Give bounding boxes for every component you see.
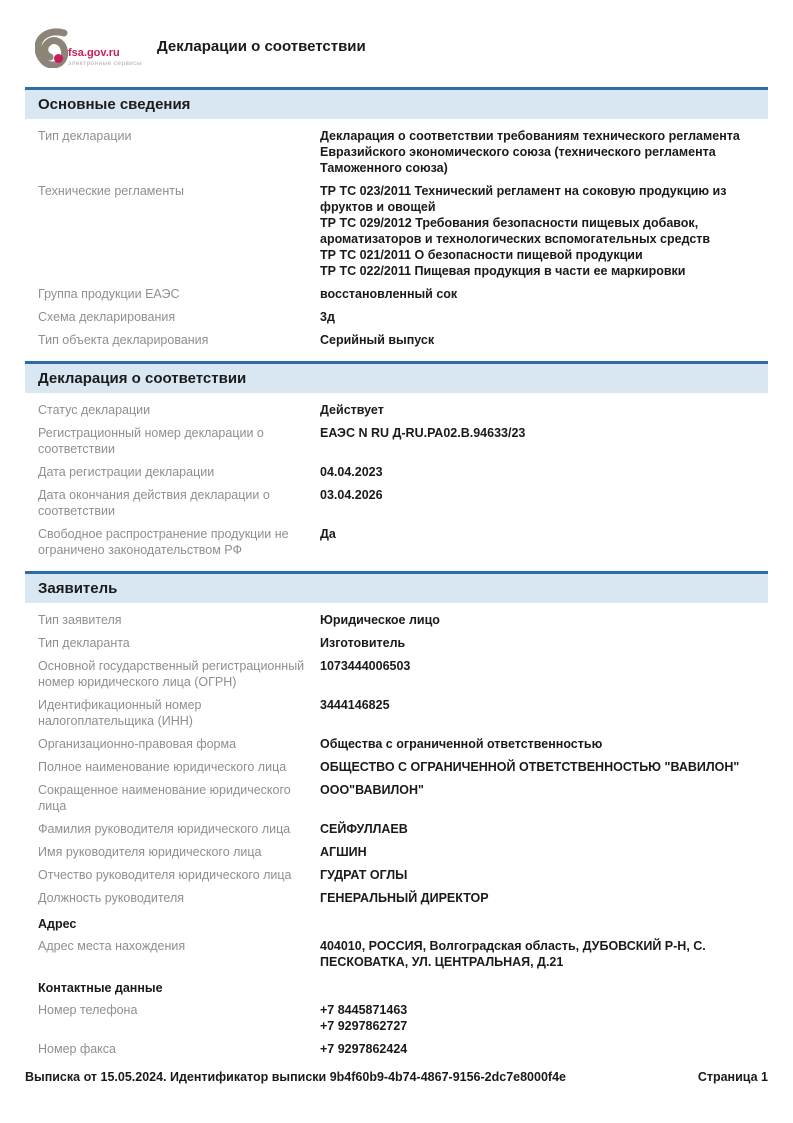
field-label: Идентификационный номер налогоплательщика (ИНН) xyxy=(38,697,202,728)
field-row-head-patronymic xyxy=(25,863,768,886)
field-row-product-group xyxy=(25,282,768,305)
field-value: восстановленный сок xyxy=(320,286,458,301)
field-value xyxy=(320,1002,768,1034)
field-value: ЕАЭС N RU Д-RU.РА02.В.94633/23 xyxy=(320,425,526,440)
field-value: ООО"ВАВИЛОН" xyxy=(320,782,424,797)
document-header xyxy=(0,0,793,87)
section-header-declaration: Декларация о соответствии xyxy=(25,361,768,393)
field-label: Свободное распространение продукции не ограничено законодательством РФ xyxy=(38,526,289,557)
field-value: АГШИН xyxy=(320,844,367,859)
field-value: Юридическое лицо xyxy=(320,612,440,627)
field-value: 3д xyxy=(320,309,335,324)
field-value: Серийный выпуск xyxy=(320,332,435,347)
phone-line: +7 9297862727 xyxy=(320,1018,408,1033)
field-value: 03.04.2026 xyxy=(320,487,383,502)
regulation-line: ТР ТС 021/2011 О безопасности пищевой продукции xyxy=(320,247,643,262)
phone-line: +7 8445871463 xyxy=(320,1002,408,1017)
field-label: Группа продукции ЕАЭС xyxy=(38,286,180,301)
field-value: Изготовитель xyxy=(320,635,406,650)
field-label: Тип объекта декларирования xyxy=(38,332,209,347)
fsa-logo xyxy=(35,28,160,76)
field-row-registration-date xyxy=(25,460,768,483)
field-value xyxy=(320,183,768,279)
field-label: Технические регламенты xyxy=(38,183,184,198)
field-label: Схема декларирования xyxy=(38,309,176,324)
page-title: Декларации о соответствии xyxy=(157,38,366,55)
field-label: Дата окончания действия декларации о соответствии xyxy=(38,487,270,518)
field-value: Да xyxy=(320,526,336,541)
section-applicant xyxy=(25,571,768,1060)
field-value: 3444146825 xyxy=(320,697,390,712)
field-label: Организационно-правовая форма xyxy=(38,736,237,751)
field-row-free-distribution xyxy=(25,522,768,561)
field-value: Общества с ограниченной ответственностью xyxy=(320,736,603,751)
subheading-address: Адрес xyxy=(38,917,77,931)
field-label: Имя руководителя юридического лица xyxy=(38,844,262,859)
field-row-head-firstname xyxy=(25,840,768,863)
field-row-declaration-scheme xyxy=(25,305,768,328)
regulation-line: ТР ТС 022/2011 Пищевая продукция в части ее маркировки xyxy=(320,263,686,278)
field-value: 404010, РОССИЯ, Волгоградская область, ДУБОВСКИЙ Р-Н, С. ПЕСКОВАТКА, УЛ. ЦЕНТРАЛЬНАЯ, Д.21 xyxy=(320,938,706,969)
field-value: СЕЙФУЛЛАЕВ xyxy=(320,821,408,836)
fsa-logo-dot-icon xyxy=(54,54,63,63)
field-row-full-name xyxy=(25,755,768,778)
field-value: ГЕНЕРАЛЬНЫЙ ДИРЕКТОР xyxy=(320,890,489,905)
field-value: Декларация о соответствии требованиям технического регламента Евразийского экономического союза (технического регламента Таможенного союза) xyxy=(320,128,740,175)
section-general-info xyxy=(25,87,768,351)
field-label: Номер телефона xyxy=(38,1002,138,1017)
field-row-status xyxy=(25,398,768,421)
field-label: Отчество руководителя юридического лица xyxy=(38,867,292,882)
section-header-applicant: Заявитель xyxy=(25,571,768,603)
field-label: Регистрационный номер декларации о соответствии xyxy=(38,425,264,456)
field-label: Полное наименование юридического лица xyxy=(38,759,287,774)
field-row-location-address xyxy=(25,934,768,973)
field-row-applicant-type xyxy=(25,608,768,631)
field-row-declaration-type xyxy=(25,124,768,179)
field-label: Основной государственный регистрационный номер юридического лица (ОГРН) xyxy=(38,658,305,689)
field-value: ГУДРАТ ОГЛЫ xyxy=(320,867,408,882)
field-value: 1073444006503 xyxy=(320,658,411,673)
field-row-technical-regulations xyxy=(25,179,768,282)
field-row-short-name xyxy=(25,778,768,817)
field-label: Тип заявителя xyxy=(38,612,122,627)
field-value: Действует xyxy=(320,402,384,417)
field-label: Адрес места нахождения xyxy=(38,938,186,953)
fsa-logo-a-icon xyxy=(35,28,69,73)
field-row-legal-form xyxy=(25,732,768,755)
field-label: Номер факса xyxy=(38,1041,116,1056)
fsa-logo-brand: fsa.gov.ru xyxy=(68,47,120,59)
field-label: Дата регистрации декларации xyxy=(38,464,215,479)
field-label: Фамилия руководителя юридического лица xyxy=(38,821,291,836)
section-header-general-info: Основные сведения xyxy=(25,87,768,119)
field-row-fax xyxy=(25,1037,768,1060)
footer-page-number: Страница 1 xyxy=(697,1070,768,1084)
field-label: Тип декларации xyxy=(38,128,132,143)
field-row-declarant-type xyxy=(25,631,768,654)
field-row-registration-number xyxy=(25,421,768,460)
footer-extract-info: Выписка от 15.05.2024. Идентификатор выписки 9b4f60b9-4b74-4867-9156-2dc7e8000f4e xyxy=(25,1070,566,1084)
field-row-expiration-date xyxy=(25,483,768,522)
document-footer xyxy=(25,1070,768,1084)
field-row-phone xyxy=(25,998,768,1037)
field-label: Тип декларанта xyxy=(38,635,130,650)
field-label: Статус декларации xyxy=(38,402,151,417)
field-row-head-surname xyxy=(25,817,768,840)
section-declaration xyxy=(25,361,768,561)
field-row-inn xyxy=(25,693,768,732)
field-row-object-type xyxy=(25,328,768,351)
field-label: Сокращенное наименование юридического лица xyxy=(38,782,291,813)
regulation-line: ТР ТС 023/2011 Технический регламент на соковую продукцию из фруктов и овощей xyxy=(320,183,727,214)
regulation-line: ТР ТС 029/2012 Требования безопасности пищевых добавок, ароматизаторов и технологических вспомогательных средств xyxy=(320,215,711,246)
field-value: +7 9297862424 xyxy=(320,1041,408,1056)
field-value: ОБЩЕСТВО С ОГРАНИЧЕННОЙ ОТВЕТСТВЕННОСТЬЮ "ВАВИЛОН" xyxy=(320,759,740,774)
field-label: Должность руководителя xyxy=(38,890,185,905)
field-row-head-position xyxy=(25,886,768,909)
field-value: 04.04.2023 xyxy=(320,464,383,479)
field-row-ogrn xyxy=(25,654,768,693)
fsa-logo-tagline: электронные сервисы xyxy=(68,60,143,67)
subheading-contacts: Контактные данные xyxy=(38,981,163,995)
